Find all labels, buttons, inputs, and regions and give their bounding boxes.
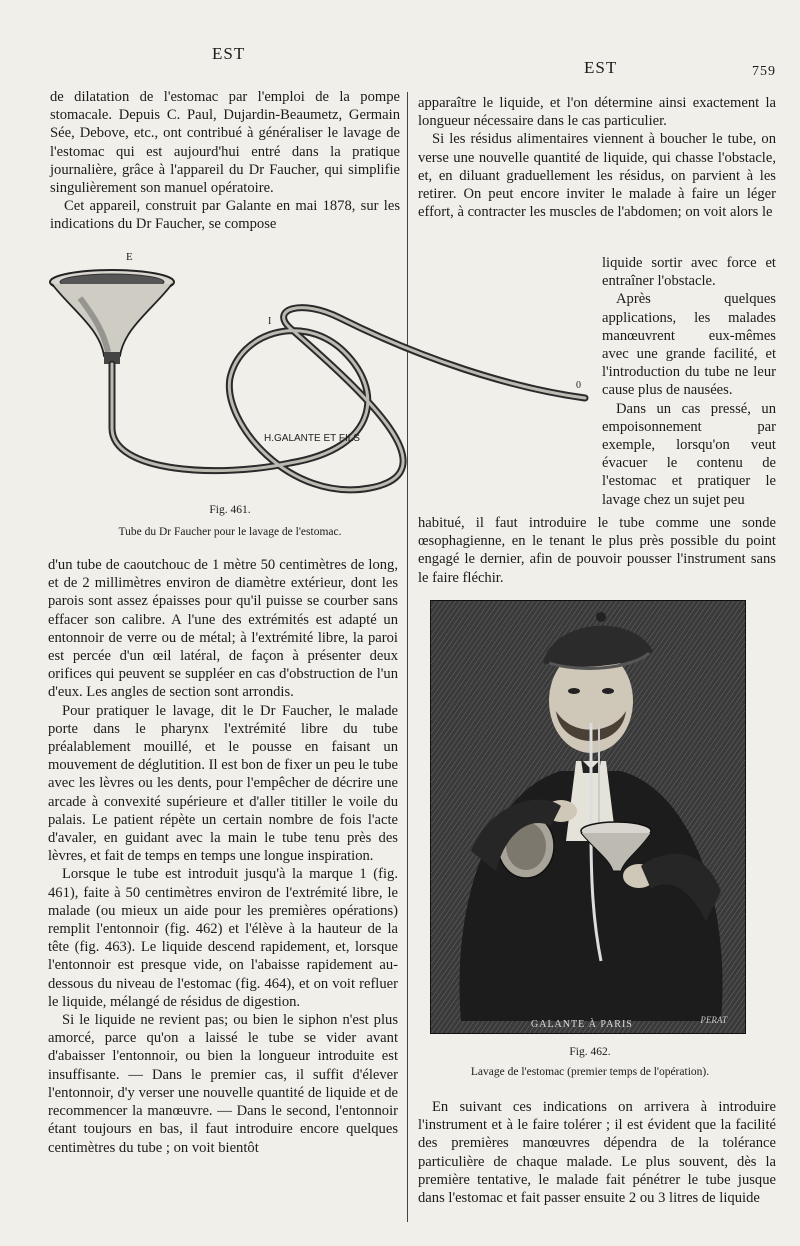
label-o: 0 — [576, 380, 581, 391]
figure-462-illustration — [431, 601, 745, 1033]
paragraph: habitué, il faut introduire le tube comme une sonde œsophagienne, en le tenant le plus près possible du point engagé le dernier, afin de pouvoir pousser l'instrument sans le faire fléchir. — [418, 515, 776, 586]
maker-mark: H.GALANTE ET FILS — [264, 433, 360, 444]
left-column-bottom — [48, 556, 398, 1157]
paragraph: Dans un cas pressé, un empoisonnement par exemple, lorsqu'on veut évacuer le contenu de l'estomac et pratiquer le lavage chez un sujet peu — [602, 400, 776, 508]
figure-461-illustration — [40, 248, 600, 508]
paragraph: liquide sortir avec force et entraîner l'obstacle. — [602, 255, 776, 290]
paragraph: En suivant ces indications on arrivera à introduire l'instrument et à le faire tolérer ; il est évident que la facilité des premières manœuvres dépendra de la tolérance particulière de chaque malade. Le plus souvent, dès la première tentative, le malade fait pénétrer le tube jusque dans l'estomac et fait passer ensuite 2 ou 3 litres de liquide — [418, 1099, 776, 1207]
paragraph: de dilatation de l'estomac par l'emploi de la pompe stomacale. Depuis C. Paul, Dujardin-Beaumetz, Germain Sée, Debove, etc., ont contribué à généraliser le lavage de l'estomac qui est aujourd'hui entré dans la pratique journalière, grâce à l'appareil du Dr Faucher, qui simplifie singulièrement son manuel opératoire. — [50, 89, 400, 197]
paragraph: Cet appareil, construit par Galante en mai 1878, sur les indications du Dr Faucher, se compose — [50, 198, 400, 233]
paragraph: Si les résidus alimentaires viennent à boucher le tube, on verse une nouvelle quantité de liquide, qui chasse l'obstacle, et, en diluant graduellement les résidus, on parvient à les retirer. On peut encore inviter le malade à faire un léger effort, à contracter les muscles de l'abdomen; on voit alors le — [418, 131, 776, 221]
page-number: 759 — [752, 64, 776, 79]
label-e: E — [126, 251, 133, 263]
right-column-middle — [418, 514, 776, 587]
paragraph: Pour pratiquer le lavage, dit le Dr Faucher, le malade porte dans le pharynx l'extrémité libre du tube préalablement mouillé, et le pousse en faisant un mouvement de déglutition. Il est bon de fixer un peu le tube avec les lèvres ou les dents, pour l'empêcher de décrire une arcade à convexité supérieure et d'aller titiller le voile du palais. Le patient répète un certain nombre de fois l'acte d'avaler, en guidant avec la main le tube tenu près des lèvres, et fait de temps en temps une longue inspiration. — [48, 702, 398, 865]
paragraph: Si le liquide ne revient pas; ou bien le siphon n'est plus amorcé, parce qu'on a laissé le tube se vider avant d'abaisser l'entonnoir, ou bien la longueur introduite est insuffisante. — Dans le premier cas, il suffit d'élever l'entonnoir, d'y verser une nouvelle quantité de liquide et de recommencer la manœuvre. — Dans le second, l'entonnoir étant toujours en bas, il faut introduire encore quelques centimètres du tube ; on voit bientôt — [48, 1012, 398, 1156]
figure-461-caption: Tube du Dr Faucher pour le lavage de l'estomac. — [118, 526, 342, 538]
right-column-top — [418, 94, 776, 221]
right-column-narrow — [602, 254, 776, 509]
left-column-top — [50, 88, 400, 234]
paragraph: Lorsque le tube est introduit jusqu'à la marque 1 (fig. 461), faite à 50 centimètres environ de l'extrémité libre, le malade (ou mieux un aide pour les premières opérations) remplit l'entonnoir (fig. 462) et l'élève à la hauteur de la tête (fig. 463). Le liquide descend rapidement, et, lorsque l'entonnoir est presque vide, on l'abaisse rapidement au-dessous du niveau de l'estomac (fig. 464), et on voit refluer le liquide, mélangé de résidus de digestion. — [48, 866, 398, 1010]
label-i: I — [268, 316, 272, 327]
figure-461-number: Fig. 461. — [209, 504, 251, 516]
figure-462-caption: Lavage de l'estomac (premier temps de l'opération). — [470, 1066, 710, 1078]
figure-462-engraving — [430, 600, 746, 1034]
paragraph: d'un tube de caoutchouc de 1 mètre 50 centimètres de long, et de 2 millimètres environ de diamètre extérieur, dont les parois sont assez épaisses pour qu'il puisse se courber sans effacer son calibre. A l'une des extrémités est adapté un entonnoir de verre ou de métal; à l'extrémité libre, la paroi est percée d'un œil latéral, de façon à présenter deux orifices qui peuvent se suppléer en cas d'obstruction de l'un d'eux. Les angles de section sont arrondis. — [48, 557, 398, 701]
left-running-head: EST — [212, 44, 246, 63]
right-column-bottom — [418, 1098, 776, 1207]
paragraph: Après quelques applications, les malades manœuvrent eux-mêmes avec une grande facilité, et l'introduction du tube ne leur cause plus de nausées. — [602, 291, 776, 399]
paragraph: apparaître le liquide, et l'on détermine ainsi exactement la longueur nécessaire dans le cas particulier. — [418, 95, 776, 130]
figure-462-number: Fig. 462. — [569, 1046, 611, 1058]
engraver-signature: PERAT — [700, 1015, 727, 1025]
right-running-head: EST — [584, 58, 618, 77]
engraving-inscription: GALANTE À PARIS — [531, 1019, 633, 1030]
